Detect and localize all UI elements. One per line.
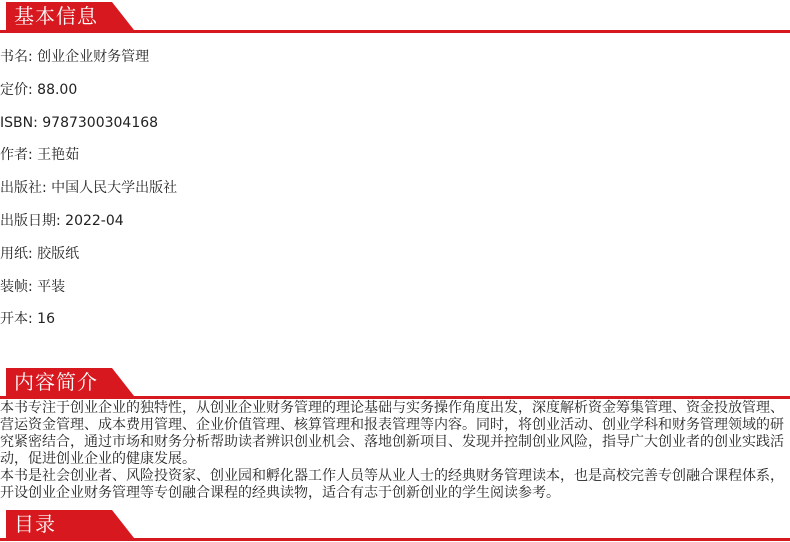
info-row-isbn: ISBN: 9787300304168 <box>0 114 159 131</box>
info-row-paper: 用纸: 胶版纸 <box>0 245 80 262</box>
info-row-publisher: 出版社: 中国人民大学出版社 <box>0 180 178 197</box>
info-label: 书名 <box>0 49 28 65</box>
summary-text <box>0 400 790 502</box>
info-row-title: 书名: 创业企业财务管理 <box>0 49 150 65</box>
info-label: 装帧 <box>0 278 28 295</box>
info-value: 16 <box>37 311 55 328</box>
summary-paragraph: 本书是社会创业者、风险投资家、创业园和孵化器工作人员等从业人士的经典财务管理读本，也是高校完善专创融合课程体系，开设创业企业财务管理等专创融合课程的经典读物，适合有志于创新创业的学生阅读参考。 <box>0 468 784 501</box>
section-divider <box>0 396 790 399</box>
summary-paragraph: 本书专注于创业企业的独特性，从创业企业财务管理的理论基础与实务操作角度出发，深度解析资金筹集管理、资金投放管理、营运资金管理、成本费用管理、企业价值管理、核算管理和报表管理等内容。同时，将创业活动、创业学科和财务管理领域的研究紧密结合，通过市场和财务分析帮助读者辨识创业机会、落地创新项目、发现并控制创业风险，指导广大创业者的创业实践活动，促进创业企业的健康发展。 <box>0 400 784 467</box>
info-row-author: 作者: 王艳茹 <box>0 147 80 164</box>
section-header-basic-info <box>0 2 790 34</box>
info-label: 作者 <box>0 147 28 164</box>
info-row-format: 开本: 16 <box>0 311 55 328</box>
info-value: 88.00 <box>37 81 78 98</box>
info-value: 中国人民大学出版社 <box>51 180 178 197</box>
info-label: 出版社 <box>0 180 42 197</box>
section-divider <box>0 30 790 33</box>
section-header-summary <box>0 368 790 400</box>
info-row-binding: 装帧: 平装 <box>0 278 66 295</box>
info-value: 胶版纸 <box>37 245 80 262</box>
info-row-publish-date: 出版日期: 2022-04 <box>0 212 124 229</box>
info-row-price: 定价: 88.00 <box>0 81 78 98</box>
info-label: 用纸 <box>0 245 28 262</box>
info-label: 开本 <box>0 311 28 328</box>
section-header-toc <box>0 510 790 542</box>
info-value: 平装 <box>37 278 66 295</box>
section-title-toc: 目录 <box>14 512 56 536</box>
info-label: ISBN <box>0 114 34 131</box>
info-value: 王艳茹 <box>37 147 80 164</box>
info-label: 出版日期 <box>0 212 56 229</box>
info-value: 9787300304168 <box>42 114 159 131</box>
section-title-basic-info: 基本信息 <box>14 4 98 28</box>
info-value: 2022-04 <box>65 212 124 229</box>
section-title-summary: 内容简介 <box>14 370 98 394</box>
info-label: 定价 <box>0 81 28 98</box>
book-info-list <box>0 47 790 342</box>
info-value: 创业企业财务管理 <box>37 49 150 65</box>
section-divider <box>0 538 790 541</box>
